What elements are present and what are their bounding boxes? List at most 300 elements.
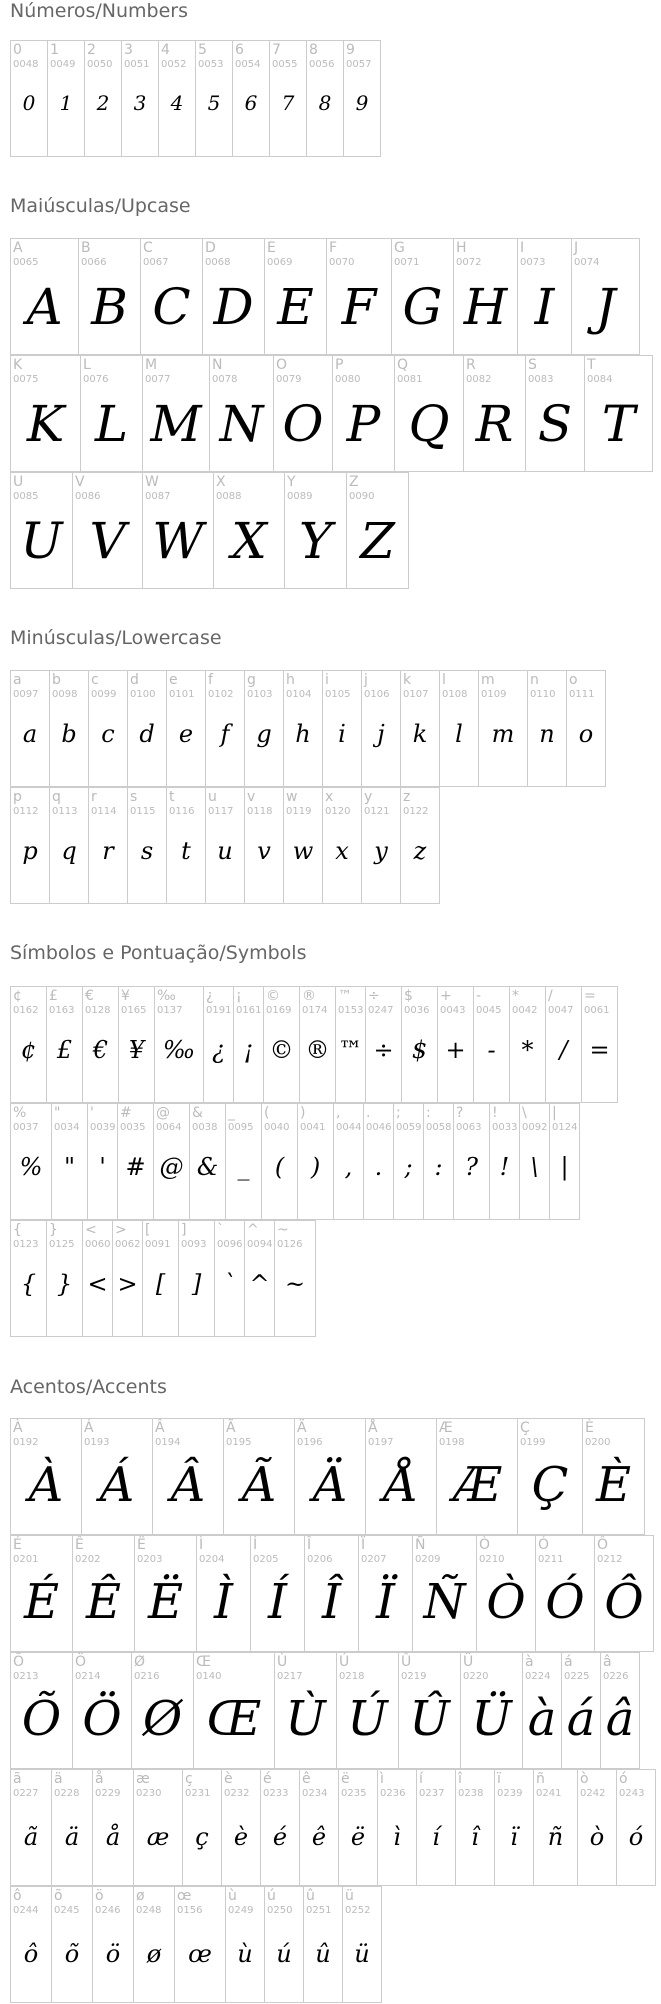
glyph-code: 0053 [198, 59, 224, 70]
glyph-char-label: € [85, 988, 94, 1004]
glyph-code: 0075 [13, 374, 39, 385]
glyph-sample: j [377, 720, 385, 748]
glyph-cell [223, 1418, 295, 1535]
glyph-sample: Œ [206, 1691, 262, 1747]
glyph-code: 0107 [403, 689, 429, 700]
glyph-row [10, 1535, 653, 1652]
glyph-sample: ^ [249, 1270, 270, 1298]
glyph-code: 0092 [522, 1122, 548, 1133]
glyph-sample: H [463, 278, 508, 336]
glyph-cell [72, 1535, 135, 1652]
glyph-char-label: Ë [137, 1537, 146, 1553]
glyph-sample: p [22, 837, 38, 865]
glyph-code: 0192 [13, 1437, 39, 1448]
glyph-char-label: : [426, 1105, 431, 1121]
glyph-code: 0228 [54, 1788, 80, 1799]
glyph-code: 0128 [85, 1005, 111, 1016]
section-title: Minúsculas/Lowercase [10, 627, 222, 649]
glyph-sample: ~ [284, 1270, 306, 1298]
glyph-code: 0098 [52, 689, 78, 700]
glyph-code: 0038 [192, 1122, 218, 1133]
glyph-code: 0106 [364, 689, 390, 700]
glyph-cell [455, 1769, 495, 1886]
glyph-char-label: e [169, 672, 178, 688]
glyph-cell [81, 1418, 153, 1535]
glyph-char-label: 3 [124, 42, 133, 58]
glyph-cell [453, 238, 518, 355]
glyph-cell [213, 472, 285, 589]
glyph-row [10, 238, 639, 355]
glyph-sample: É [23, 1574, 60, 1630]
glyph-cell [322, 670, 362, 787]
glyph-cell [263, 986, 300, 1103]
glyph-sample: x [335, 837, 349, 865]
glyph-sample: I [534, 278, 555, 336]
glyph-char-label: Ó [538, 1537, 550, 1553]
glyph-cell [140, 238, 203, 355]
glyph-code: 0094 [247, 1239, 273, 1250]
glyph-char-label: ÷ [368, 988, 380, 1004]
glyph-char-label: é [263, 1771, 272, 1787]
glyph-char-label: T [587, 357, 596, 373]
glyph-sample: ü [354, 1940, 370, 1968]
glyph-cell [158, 40, 196, 157]
glyph-cell [10, 1886, 52, 2003]
glyph-cell [365, 1418, 437, 1535]
glyph-char-label: ¿ [206, 988, 214, 1004]
glyph-code: 0113 [52, 806, 78, 817]
glyph-cell [478, 670, 528, 787]
glyph-code: 0059 [396, 1122, 422, 1133]
glyph-code: 0104 [286, 689, 312, 700]
glyph-sample: ù [237, 1940, 253, 1968]
glyph-code: 0040 [264, 1122, 290, 1133]
glyph-sample: ë [350, 1823, 366, 1851]
glyph-char-label: [ [145, 1222, 151, 1238]
glyph-cell [10, 986, 47, 1103]
glyph-char-label: ¡ [236, 988, 242, 1004]
glyph-code: 0063 [456, 1122, 482, 1133]
glyph-sample: œ [188, 1940, 212, 1968]
glyph-code: 0162 [13, 1005, 39, 1016]
glyph-sample: Ü [471, 1691, 512, 1747]
glyph-cell [294, 1418, 366, 1535]
glyph-char-label: p [13, 789, 22, 805]
glyph-char-label: Ç [520, 1420, 530, 1436]
glyph-sample: K [26, 395, 65, 453]
glyph-code: 0070 [329, 257, 355, 268]
glyph-cell [51, 1769, 93, 1886]
glyph-char-label: @ [156, 1105, 170, 1121]
glyph-cell [377, 1769, 417, 1886]
glyph-cell [525, 355, 585, 472]
glyph-char-label: Ä [297, 1420, 307, 1436]
glyph-char-label: Z [349, 474, 359, 490]
glyph-sample: o [578, 720, 594, 748]
glyph-code: 0191 [206, 1005, 232, 1016]
glyph-code: 0207 [361, 1554, 387, 1565]
glyph-code: 0071 [394, 257, 420, 268]
glyph-cell [10, 40, 48, 157]
glyph-char-label: È [585, 1420, 594, 1436]
glyph-sample: R [475, 395, 514, 453]
glyph-cell [423, 1103, 454, 1220]
glyph-char-label: è [224, 1771, 233, 1787]
glyph-char-label: î [458, 1771, 462, 1787]
glyph-char-label: S [528, 357, 537, 373]
glyph-cell [304, 1535, 359, 1652]
glyph-cell [127, 787, 167, 904]
glyph-cell [535, 1535, 595, 1652]
glyph-char-label: © [266, 988, 280, 1004]
glyph-cell [209, 355, 274, 472]
glyph-cell [460, 1652, 523, 1769]
glyph-code: 0124 [552, 1122, 578, 1133]
glyph-cell [205, 787, 245, 904]
glyph-cell [10, 355, 81, 472]
glyph-char-label: j [364, 672, 368, 688]
glyph-sample: â [605, 1691, 635, 1747]
glyph-sample: 7 [281, 91, 295, 115]
glyph-row [10, 1418, 644, 1535]
glyph-char-label: K [13, 357, 23, 373]
glyph-sample: í [432, 1823, 440, 1851]
glyph-cell [232, 40, 270, 157]
glyph-cell [361, 670, 401, 787]
glyph-char-label: A [13, 240, 23, 256]
glyph-cell [566, 670, 606, 787]
glyph-sample: & [196, 1153, 219, 1181]
glyph-code: 0233 [263, 1788, 289, 1799]
glyph-code: 0033 [492, 1122, 518, 1133]
section-title: Acentos/Accents [10, 1376, 167, 1398]
glyph-code: 0087 [145, 491, 171, 502]
glyph-char-label: å [95, 1771, 104, 1787]
glyph-cell [363, 1103, 394, 1220]
glyph-sample: è [233, 1823, 249, 1851]
glyph-cell [195, 40, 233, 157]
glyph-code: 0076 [83, 374, 109, 385]
glyph-sample: È [595, 1457, 632, 1513]
glyph-sample: 8 [318, 91, 332, 115]
glyph-sample: 2 [96, 91, 110, 115]
glyph-cell [47, 40, 85, 157]
glyph-code: 0161 [236, 1005, 262, 1016]
glyph-cell [545, 986, 582, 1103]
glyph-cell [10, 1103, 52, 1220]
glyph-code: 0042 [512, 1005, 538, 1016]
glyph-char-label: Â [155, 1420, 165, 1436]
glyph-cell [193, 1652, 275, 1769]
glyph-char-label: z [403, 789, 411, 805]
glyph-code: 0055 [272, 59, 298, 70]
glyph-sample: à [527, 1691, 557, 1747]
glyph-code: 0084 [587, 374, 613, 385]
glyph-char-label: = [584, 988, 596, 1004]
glyph-code: 0201 [13, 1554, 39, 1565]
glyph-code: 0037 [13, 1122, 39, 1133]
glyph-char-label: y [364, 789, 373, 805]
glyph-char-label: r [91, 789, 97, 805]
glyph-char-label: * [512, 988, 519, 1004]
glyph-cell [401, 986, 438, 1103]
glyph-char-label: k [403, 672, 412, 688]
glyph-char-label: Ù [277, 1654, 288, 1670]
glyph-sample: Í [268, 1574, 287, 1630]
glyph-code: 0119 [286, 806, 312, 817]
glyph-sample: A [26, 278, 63, 336]
glyph-sample: W [152, 512, 204, 570]
glyph-sample: £ [56, 1036, 73, 1064]
glyph-row [10, 355, 652, 472]
glyph-sample: z [413, 837, 427, 865]
glyph-sample: $ [411, 1036, 428, 1064]
glyph-char-label: u [208, 789, 217, 805]
glyph-sample: û [315, 1940, 331, 1968]
glyph-char-label: V [75, 474, 85, 490]
section-title: Símbolos e Pontuação/Symbols [10, 942, 307, 964]
glyph-char-label: t [169, 789, 175, 805]
glyph-char-label: ò [580, 1771, 589, 1787]
glyph-char-label: b [52, 672, 61, 688]
glyph-sample: ] [191, 1270, 202, 1298]
glyph-code: 0100 [130, 689, 156, 700]
glyph-code: 0169 [266, 1005, 292, 1016]
glyph-cell [394, 355, 464, 472]
glyph-cell [205, 670, 245, 787]
glyph-cell [582, 1418, 645, 1535]
glyph-row [10, 1103, 579, 1220]
glyph-sample: @ [159, 1153, 184, 1181]
glyph-char-label: Ñ [415, 1537, 426, 1553]
glyph-char-label: Ã [226, 1420, 236, 1436]
glyph-code: 0110 [530, 689, 556, 700]
glyph-cell [112, 1220, 143, 1337]
glyph-code: 0156 [177, 1905, 203, 1916]
glyph-code: 0096 [217, 1239, 243, 1250]
glyph-code: 0122 [403, 806, 429, 817]
glyph-sample: ¿ [212, 1036, 225, 1064]
glyph-cell [244, 787, 284, 904]
glyph-cell [174, 1886, 226, 2003]
glyph-code: 0079 [276, 374, 302, 385]
glyph-sample: d [139, 720, 155, 748]
glyph-code: 0099 [91, 689, 117, 700]
glyph-char-label: D [205, 240, 216, 256]
glyph-char-label: | [552, 1105, 557, 1121]
glyph-cell [10, 787, 50, 904]
glyph-code: 0210 [479, 1554, 505, 1565]
glyph-cell [476, 1535, 536, 1652]
glyph-code: 0035 [120, 1122, 146, 1133]
glyph-sample: T [601, 395, 636, 453]
glyph-cell [361, 787, 401, 904]
section-title: Números/Numbers [10, 0, 188, 22]
glyph-char-label: > [115, 1222, 127, 1238]
glyph-char-label: X [216, 474, 226, 490]
glyph-cell [10, 1769, 52, 1886]
glyph-sample: \ [530, 1153, 539, 1181]
glyph-char-label: Õ [13, 1654, 25, 1670]
glyph-sample: " [63, 1153, 76, 1181]
glyph-char-label: Ö [75, 1654, 87, 1670]
glyph-code: 0242 [580, 1788, 606, 1799]
glyph-code: 0057 [346, 59, 372, 70]
glyph-char-label: û [306, 1888, 315, 1904]
glyph-cell [189, 1103, 226, 1220]
glyph-char-label: h [286, 672, 295, 688]
glyph-sample: r [102, 837, 114, 865]
glyph-sample: - [487, 1036, 496, 1064]
glyph-cell [10, 472, 73, 589]
glyph-cell [10, 1652, 73, 1769]
glyph-code: 0112 [13, 806, 39, 817]
glyph-char-label: R [466, 357, 476, 373]
glyph-code: 0105 [325, 689, 351, 700]
glyph-char-label: Ì [199, 1537, 204, 1553]
glyph-sample: € [92, 1036, 109, 1064]
glyph-code: 0248 [136, 1905, 162, 1916]
glyph-char-label: ] [181, 1222, 187, 1238]
glyph-sample: ø [146, 1940, 162, 1968]
glyph-cell [10, 1535, 73, 1652]
glyph-cell [131, 1652, 194, 1769]
glyph-sample: q [61, 837, 77, 865]
glyph-char-label: ú [267, 1888, 276, 1904]
glyph-code: 0125 [49, 1239, 75, 1250]
glyph-cell [336, 1652, 399, 1769]
glyph-cell [82, 1220, 113, 1337]
glyph-code: 0230 [136, 1788, 162, 1799]
glyph-code: 0054 [235, 59, 261, 70]
glyph-char-label: m [481, 672, 495, 688]
glyph-sample: m [491, 720, 515, 748]
glyph-sample: V [89, 512, 126, 570]
glyph-cell [261, 1103, 298, 1220]
glyph-cell [393, 1103, 424, 1220]
glyph-code: 0091 [145, 1239, 171, 1250]
glyph-code: 0226 [603, 1671, 629, 1682]
glyph-char-label: ç [185, 1771, 193, 1787]
glyph-code: 0045 [476, 1005, 502, 1016]
glyph-sample: | [560, 1153, 569, 1181]
glyph-sample: + [445, 1036, 466, 1064]
glyph-char-label: Ò [479, 1537, 491, 1553]
glyph-char-label: ó [619, 1771, 628, 1787]
glyph-cell [391, 238, 454, 355]
glyph-code: 0244 [13, 1905, 39, 1916]
glyph-sample: Ô [604, 1574, 644, 1630]
glyph-code: 0081 [397, 374, 423, 385]
glyph-cell [92, 1769, 134, 1886]
glyph-char-label: q [52, 789, 61, 805]
glyph-code: 0203 [137, 1554, 163, 1565]
glyph-cell [412, 1535, 477, 1652]
glyph-char-label: g [247, 672, 256, 688]
glyph-sample: ™ [338, 1036, 363, 1064]
glyph-sample: u [217, 837, 233, 865]
glyph-code: 0200 [585, 1437, 611, 1448]
glyph-char-label: ì [380, 1771, 384, 1787]
glyph-char-label: ã [13, 1771, 22, 1787]
glyph-code: 0072 [456, 257, 482, 268]
glyph-sample: X [231, 512, 267, 570]
glyph-cell [117, 1103, 154, 1220]
glyph-cell [154, 986, 204, 1103]
glyph-char-label: æ [136, 1771, 150, 1787]
glyph-cell [343, 40, 381, 157]
glyph-code: 0213 [13, 1671, 39, 1682]
glyph-row [10, 1769, 655, 1886]
glyph-cell [342, 1886, 382, 2003]
glyph-sample: Ö [82, 1691, 122, 1747]
glyph-code: 0049 [50, 59, 76, 70]
glyph-code: 0153 [338, 1005, 364, 1016]
glyph-cell [577, 1769, 617, 1886]
glyph-char-label: œ [177, 1888, 192, 1904]
glyph-sample: ` [223, 1270, 236, 1298]
glyph-sample: 4 [170, 91, 184, 115]
glyph-char-label: H [456, 240, 467, 256]
glyph-code: 0101 [169, 689, 195, 700]
glyph-sample: O [282, 395, 324, 453]
glyph-sample: B [91, 278, 128, 336]
glyph-sample: L [94, 395, 129, 453]
glyph-code: 0239 [497, 1788, 523, 1799]
glyph-cell [250, 1535, 305, 1652]
glyph-cell [202, 238, 265, 355]
glyph-char-label: Ï [361, 1537, 366, 1553]
glyph-char-label: w [286, 789, 298, 805]
glyph-sample: 0 [22, 91, 36, 115]
glyph-char-label: C [143, 240, 153, 256]
glyph-sample: ! [499, 1153, 510, 1181]
glyph-char-label: 6 [235, 42, 244, 58]
glyph-code: 0061 [584, 1005, 610, 1016]
glyph-cell [244, 670, 284, 787]
glyph-sample: Á [99, 1457, 135, 1513]
glyph-code: 0195 [226, 1437, 252, 1448]
glyph-code: 0219 [401, 1671, 427, 1682]
glyph-char-label: 2 [87, 42, 96, 58]
glyph-code: 0252 [345, 1905, 371, 1916]
glyph-cell [233, 986, 264, 1103]
glyph-code: 0204 [199, 1554, 225, 1565]
glyph-char-label: Ø [134, 1654, 146, 1670]
glyph-cell [616, 1769, 656, 1886]
glyph-sample: , [344, 1153, 353, 1181]
glyph-sample: w [292, 837, 314, 865]
glyph-cell [346, 472, 409, 589]
glyph-sample: 5 [207, 91, 221, 115]
glyph-char-label: n [530, 672, 539, 688]
glyph-sample: > [117, 1270, 138, 1298]
glyph-code: 0088 [216, 491, 242, 502]
glyph-code: 0034 [54, 1122, 80, 1133]
glyph-sample: y [374, 837, 388, 865]
glyph-sample: ¥ [128, 1036, 145, 1064]
glyph-cell [600, 1652, 640, 1769]
glyph-sample: f [220, 720, 230, 748]
glyph-cell [365, 986, 402, 1103]
glyph-char-label: { [13, 1222, 22, 1238]
glyph-sample: i [338, 720, 346, 748]
glyph-sample: t [181, 837, 191, 865]
glyph-sample: g [256, 720, 272, 748]
glyph-cell [519, 1103, 550, 1220]
glyph-cell [332, 355, 395, 472]
glyph-code: 0047 [548, 1005, 574, 1016]
